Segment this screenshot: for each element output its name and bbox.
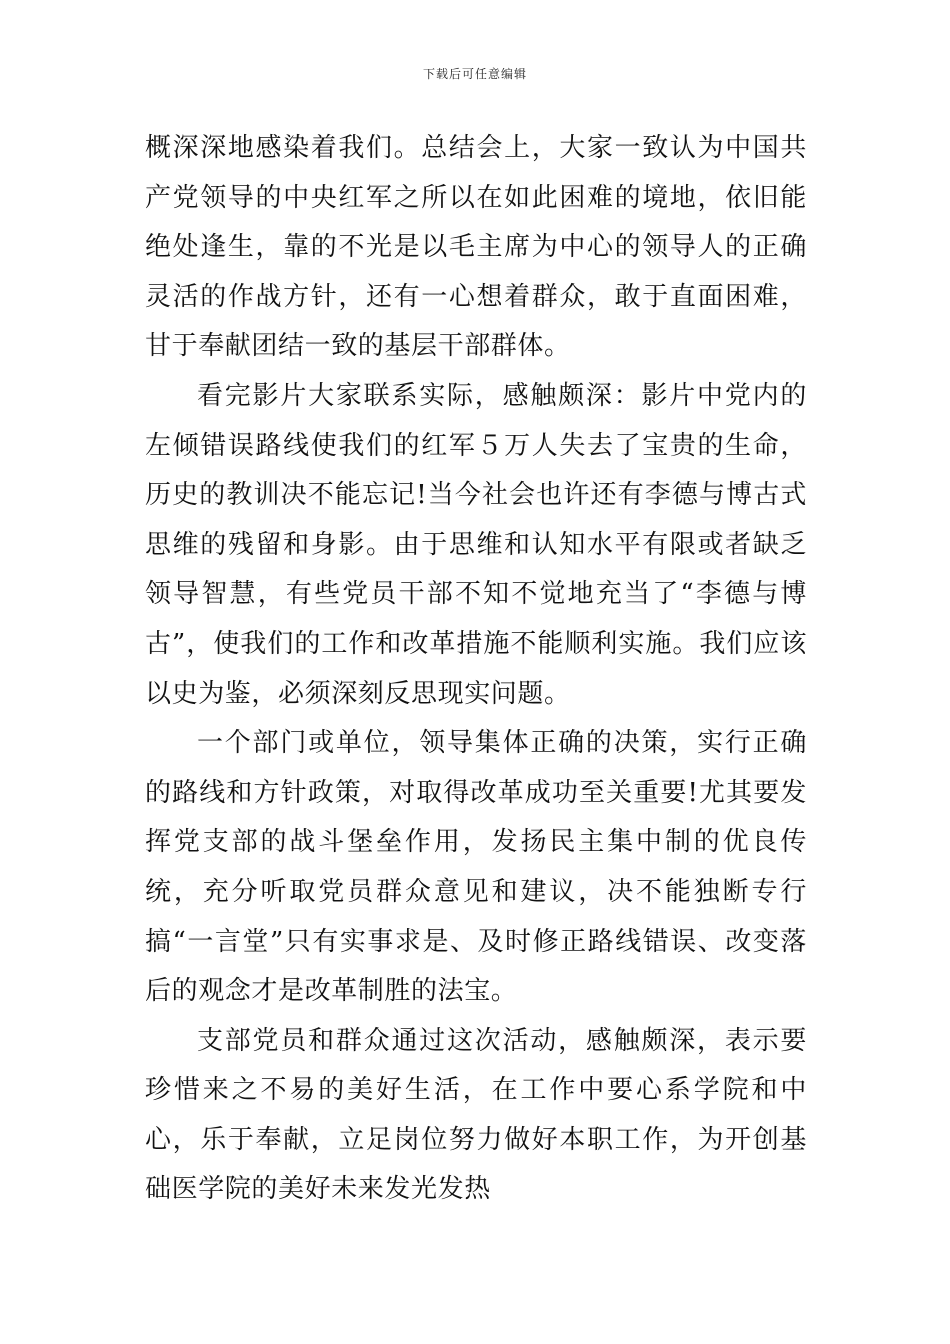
paragraph: 看完影片大家联系实际，感触颇深：影片中党内的左倾错误路线使我们的红军５万人失去了宝贵的生命，历史的教训决不能忘记!当今社会也许还有李德与博古式思维的残留和身影。由于思维和认知水平有限或者缺乏领导智慧，有些党员干部不知不觉地充当了“李德与博古”，使我们的工作和改革措施不能顺利实施。我们应该以史为鉴，必须深刻反思现实问题。 [145,380,807,709]
header-note: 下载后可任意编辑 [422,67,527,81]
paragraph-continuation: 概深深地感染着我们。总结会上，大家一致认为中国共产党领导的中央红军之所以在如此困难的境地，依旧能绝处逢生，靠的不光是以毛主席为中心的领导人的正确灵活的作战方针，还有一心想着群众，敢于直面困难，甘于奉献团结一致的基层干部群体。 [145,133,807,362]
paragraph: 一个部门或单位，领导集体正确的决策，实行正确的路线和方针政策，对取得改革成功至关重要!尤其要发挥党支部的战斗堡垒作用，发扬民主集中制的优良传统，充分听取党员群众意见和建议，决不能独断专行搞“一言堂”只有实事求是、及时修正路线错误、改变落后的观念才是改革制胜的法宝。 [145,728,807,1007]
paragraph: 支部党员和群众通过这次活动，感触颇深，表示要珍惜来之不易的美好生活，在工作中要心系学院和中心，乐于奉献，立足岗位努力做好本职工作，为开创基础医学院的美好未来发光发热 [145,1025,807,1205]
document-body [145,124,807,1215]
